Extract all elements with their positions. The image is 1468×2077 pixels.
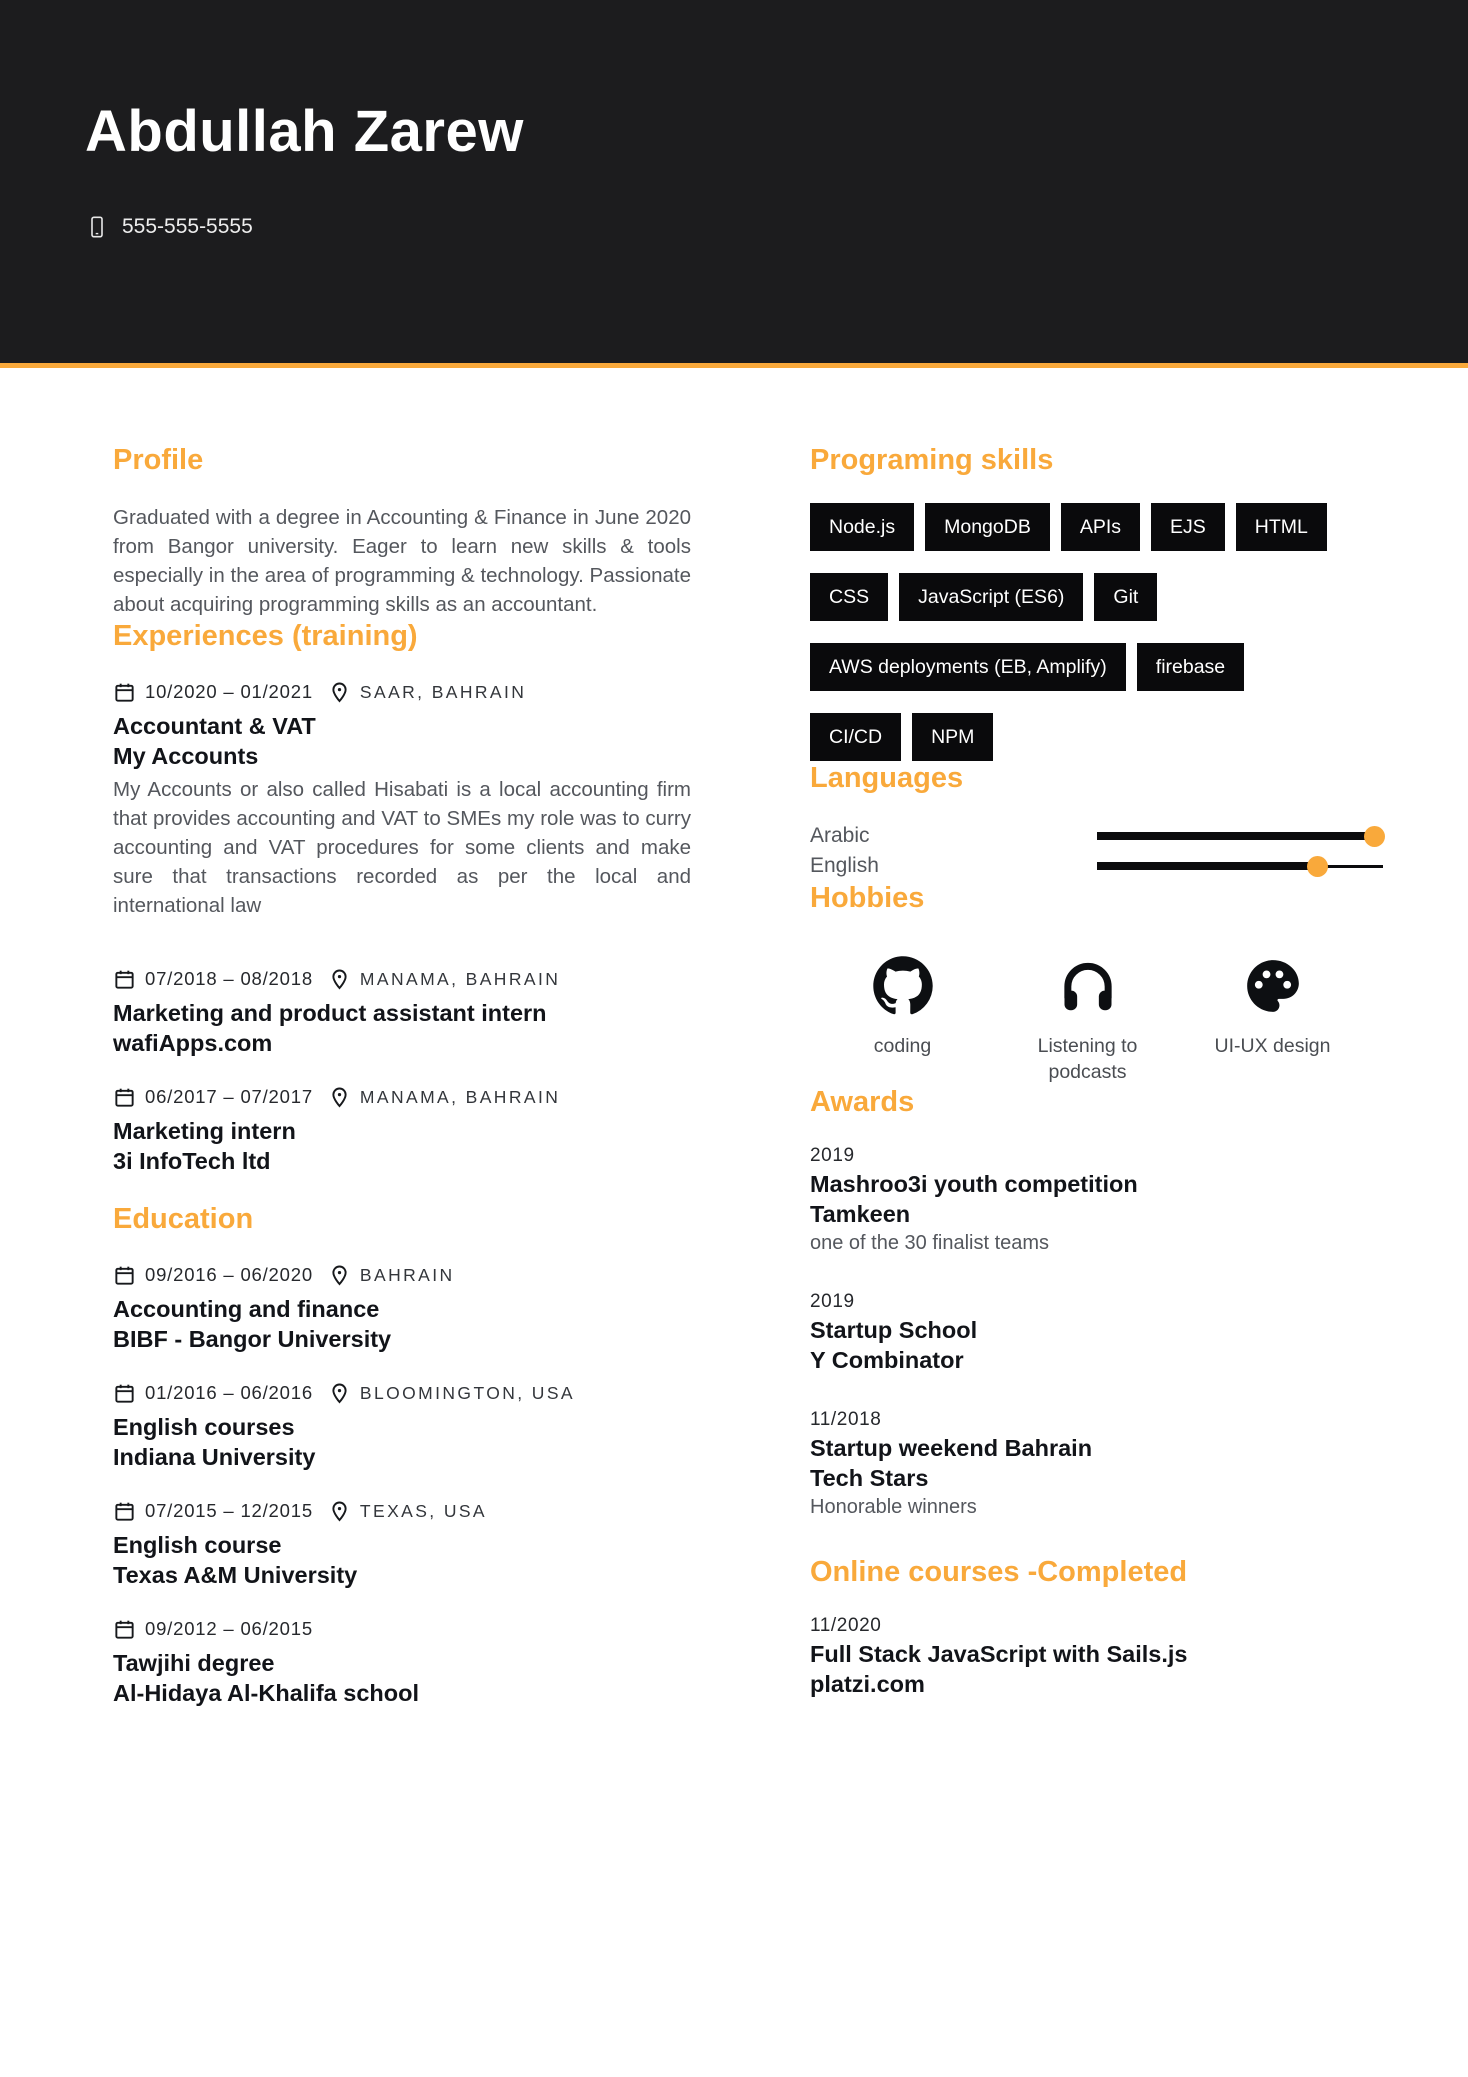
education-entry (113, 1262, 691, 1354)
language-row (810, 851, 1383, 881)
language-row (810, 821, 1383, 851)
entry-description: My Accounts or also called Hisabati is a local accounting firm that provides accounting and VAT to SMEs my role was to curry accounting and VAT procedures for some clients and make sure that transactions recorded as per the local and international law (113, 778, 691, 917)
left-column (113, 443, 691, 1734)
award-date: 2019 (810, 1291, 855, 1312)
hobby-label: Listening to podcasts (1037, 1035, 1138, 1083)
award-organization: Y Combinator (810, 1347, 964, 1373)
entry-organization: Texas A&M University (113, 1562, 358, 1588)
phone-icon (85, 215, 109, 239)
entry-organization: My Accounts (113, 743, 259, 769)
award-title: Startup weekend Bahrain (810, 1435, 1093, 1461)
skill-chip: JavaScript (ES6) (899, 573, 1083, 621)
hobby-item (1180, 955, 1365, 1085)
entry-meta (113, 1380, 691, 1406)
hobbies-heading: Hobbies (810, 882, 925, 914)
award-organization: Tech Stars (810, 1465, 929, 1491)
education-entry (113, 1616, 691, 1708)
entry-title: Tawjihi degree (113, 1650, 275, 1676)
education-entry (113, 1498, 691, 1590)
entry-organization: 3i InfoTech ltd (113, 1148, 271, 1174)
entry-organization: BIBF - Bangor University (113, 1326, 392, 1352)
location-pin-icon (328, 681, 351, 704)
course-organization: platzi.com (810, 1671, 925, 1697)
courses-heading: Online courses -Completed (810, 1556, 1188, 1588)
experiences-heading: Experiences (training) (113, 620, 418, 652)
calendar-icon (113, 1086, 136, 1109)
entry-meta (113, 1262, 691, 1288)
location-pin-icon (328, 1264, 351, 1287)
date-range: 07/2015 – 12/2015 (145, 1500, 313, 1521)
calendar-icon (113, 1618, 136, 1641)
education-entry (113, 1380, 691, 1472)
slider-fill (1097, 862, 1317, 870)
entry-title: Accountant & VAT (113, 713, 316, 739)
calendar-icon (113, 968, 136, 991)
calendar-icon (113, 1264, 136, 1287)
profile-text: Graduated with a degree in Accounting & Finance in June 2020 from Bangor university. Eager to learn new skills & tools especially in the area of programming & technology. Passionate about acquiring programming skills as an accountant. (113, 506, 691, 616)
skill-chip: NPM (912, 713, 993, 761)
skill-chip: CSS (810, 573, 888, 621)
skill-chip: EJS (1151, 503, 1225, 551)
headphones-icon (1057, 955, 1119, 1017)
location-pin-icon (328, 1086, 351, 1109)
date-range: 09/2016 – 06/2020 (145, 1264, 313, 1285)
entry-meta (113, 1498, 691, 1524)
award-organization: Tamkeen (810, 1201, 911, 1227)
location-text: MANAMA, BAHRAIN (359, 968, 561, 989)
location-text: BAHRAIN (359, 1264, 455, 1285)
course-date: 11/2020 (810, 1615, 882, 1636)
skill-chip: firebase (1137, 643, 1244, 691)
entry-title: English course (113, 1532, 282, 1558)
award-note: Honorable winners (810, 1496, 977, 1518)
experience-entry (113, 966, 691, 1058)
resume-header (0, 0, 1468, 368)
entry-title: Accounting and finance (113, 1296, 380, 1322)
entry-meta (113, 1616, 691, 1642)
phone-row (85, 215, 1468, 239)
github-icon (872, 955, 934, 1017)
hobby-item (995, 955, 1180, 1085)
entry-meta (113, 1084, 691, 1110)
date-range: 06/2017 – 07/2017 (145, 1086, 313, 1107)
skill-chip: HTML (1236, 503, 1327, 551)
award-entry (810, 1291, 1383, 1375)
hobby-item (810, 955, 995, 1085)
location-text: MANAMA, BAHRAIN (359, 1086, 561, 1107)
location-text: SAAR, BAHRAIN (359, 681, 527, 702)
language-name: Arabic (810, 824, 870, 847)
award-title: Startup School (810, 1317, 978, 1343)
calendar-icon (113, 1500, 136, 1523)
date-range: 01/2016 – 06/2016 (145, 1382, 313, 1403)
entry-organization: wafiApps.com (113, 1030, 273, 1056)
palette-icon (1242, 955, 1304, 1017)
hobby-label: coding (873, 1035, 932, 1057)
award-date: 2019 (810, 1145, 855, 1166)
experience-entry (113, 1084, 691, 1176)
location-pin-icon (328, 1382, 351, 1405)
location-text: BLOOMINGTON, USA (359, 1382, 575, 1403)
date-range: 07/2018 – 08/2018 (145, 968, 313, 989)
hobby-label: UI-UX design (1214, 1035, 1331, 1057)
skill-chip: Git (1094, 573, 1157, 621)
awards-heading: Awards (810, 1086, 915, 1118)
entry-title: Marketing intern (113, 1118, 296, 1144)
skills-heading: Programing skills (810, 444, 1054, 476)
skill-chip: MongoDB (925, 503, 1050, 551)
calendar-icon (113, 681, 136, 704)
phone-number: 555-555-5555 (122, 215, 253, 238)
skill-chip: CI/CD (810, 713, 901, 761)
education-heading: Education (113, 1203, 254, 1235)
experience-entry (113, 679, 691, 920)
skills-chip-grid (810, 503, 1383, 761)
award-entry (810, 1145, 1383, 1257)
languages-heading: Languages (810, 762, 964, 794)
course-entry (810, 1615, 1383, 1699)
entry-organization: Al-Hidaya Al-Khalifa school (113, 1680, 419, 1706)
entry-title: Marketing and product assistant intern (113, 1000, 547, 1026)
hobby-row (810, 955, 1365, 1085)
entry-meta (113, 679, 691, 705)
skill-chip: APIs (1061, 503, 1140, 551)
slider-fill (1097, 832, 1374, 840)
profile-heading: Profile (113, 444, 204, 476)
location-pin-icon (328, 1500, 351, 1523)
date-range: 10/2020 – 01/2021 (145, 681, 313, 702)
location-pin-icon (328, 968, 351, 991)
language-slider (1097, 855, 1383, 877)
entry-organization: Indiana University (113, 1444, 316, 1470)
skill-chip: Node.js (810, 503, 914, 551)
date-range: 09/2012 – 06/2015 (145, 1618, 313, 1639)
award-date: 11/2018 (810, 1409, 882, 1430)
slider-thumb (1364, 826, 1385, 847)
course-title: Full Stack JavaScript with Sails.js (810, 1641, 1188, 1667)
right-column (810, 443, 1383, 1733)
skill-chip: AWS deployments (EB, Amplify) (810, 643, 1126, 691)
language-name: English (810, 854, 879, 877)
award-title: Mashroo3i youth competition (810, 1171, 1138, 1197)
entry-meta (113, 966, 691, 992)
person-name: Abdullah Zarew (85, 99, 524, 164)
slider-thumb (1307, 856, 1328, 877)
award-entry (810, 1409, 1383, 1521)
calendar-icon (113, 1382, 136, 1405)
location-text: TEXAS, USA (359, 1500, 488, 1521)
entry-title: English courses (113, 1414, 295, 1440)
award-note: one of the 30 finalist teams (810, 1232, 1050, 1254)
language-slider (1097, 825, 1383, 847)
